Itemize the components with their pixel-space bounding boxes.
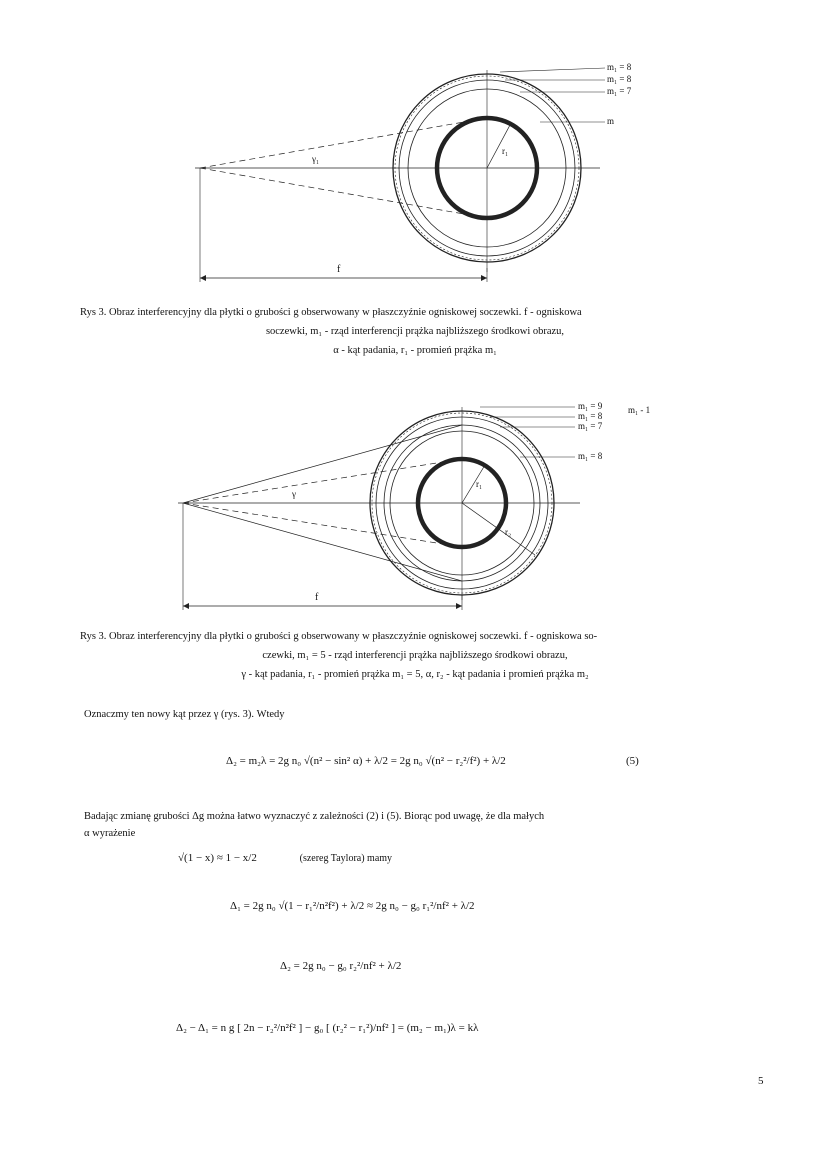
equation-sqrt-note: (szereg Taylora) mamy bbox=[299, 853, 393, 864]
equation-5-body: Δ₂ = m₂λ = 2g n₀ √(n² − sin² α) + λ/2 = 2g n₀ √(n² − r₂²/f²) + λ/2 bbox=[226, 755, 506, 767]
figure-2-interference-rings bbox=[0, 395, 826, 625]
fig2-label-3: m₁ = 7 bbox=[578, 421, 603, 431]
paragraph-2-line-2: α wyrażenie bbox=[84, 828, 136, 839]
paragraph-2-line-1: Badając zmianę grubości Δg można łatwo wyznaczyć z zależności (2) i (5). Biorąc pod uwagę, że dla małych bbox=[84, 811, 545, 822]
figure-2-caption bbox=[80, 627, 750, 684]
fig2-label-2: m₁ = 8 bbox=[578, 411, 603, 421]
caption-2-line-1: Rys 3. Obraz interferencyjny dla płytki o grubości g obserwowany w płaszczyźnie ogniskowej soczewki. f - ogniskowa so- bbox=[80, 631, 598, 642]
fig2-label-1: m₁ = 9 bbox=[578, 401, 603, 411]
equation-b: Δ₂ = 2g n₀ − g₀ r₂²/nf² + λ/2 bbox=[280, 960, 402, 972]
caption-2-line-2: czewki, m₁ = 5 - rząd interferencji prążka najbliższego środkowi obrazu, bbox=[262, 650, 568, 661]
fig2-distance-label: f bbox=[315, 592, 319, 603]
fig2-radius-label: r₁ bbox=[476, 479, 483, 489]
fig1-label-4: m bbox=[607, 116, 615, 126]
caption-2-line-3: γ - kąt padania, r₁ - promień prążka m₁ = 5, α, r₂ - kąt padania i promień prążka m₂ bbox=[241, 669, 589, 680]
caption-1-line-1: Rys 3. Obraz interferencyjny dla płytki o grubości g obserwowany w płaszczyźnie ogniskowej soczewki. f - ogniskowa bbox=[80, 307, 582, 318]
caption-1-line-3: α - kąt padania, r₁ - promień prążka m₁ bbox=[333, 345, 497, 356]
fig2-radius2-label: r₂ bbox=[505, 527, 512, 537]
caption-1-line-2: soczewki, m₁ - rząd interferencji prążka najbliższego środkowi obrazu, bbox=[265, 326, 565, 337]
fig2-angle-label: γ bbox=[292, 489, 296, 499]
equation-5 bbox=[226, 755, 506, 767]
fig1-angle-label: γ₁ bbox=[312, 154, 320, 164]
paragraph-2 bbox=[84, 808, 764, 842]
equation-sqrt-approx bbox=[178, 852, 392, 864]
fig1-label-2: m₁ = 8 bbox=[607, 74, 632, 84]
fig2-label-4: m₁ = 8 bbox=[578, 451, 603, 461]
fig1-label-1: m₁ = 8 bbox=[607, 62, 632, 72]
equation-a: Δ₁ = 2g n₀ √(1 − r₁²/n²f²) + λ/2 ≈ 2g n₀ − g₀ r₁²/nf² + λ/2 bbox=[230, 900, 475, 912]
figure-1-interference-rings bbox=[0, 50, 826, 300]
equation-sqrt-body: √(1 − x) ≈ 1 − x/2 bbox=[178, 852, 257, 864]
equation-5-number: (5) bbox=[626, 755, 639, 767]
page-number: 5 bbox=[758, 1075, 764, 1087]
fig2-extra-label: m₁ - 1 bbox=[628, 405, 651, 415]
fig1-distance-label: f bbox=[337, 264, 341, 275]
equation-c: Δ₂ − Δ₁ = n g [ 2n − r₂²/n²f² ] − g₀ [ (r₂² − r₁²)/nf² ] = (m₂ − m₁)λ = kλ bbox=[176, 1022, 479, 1034]
fig1-label-3: m₁ = 7 bbox=[607, 86, 632, 96]
figure-1-caption bbox=[80, 303, 750, 360]
fig1-radius-label: r₁ bbox=[502, 146, 509, 156]
intro-paragraph: Oznaczmy ten nowy kąt przez γ (rys. 3). Wtedy bbox=[84, 709, 285, 720]
